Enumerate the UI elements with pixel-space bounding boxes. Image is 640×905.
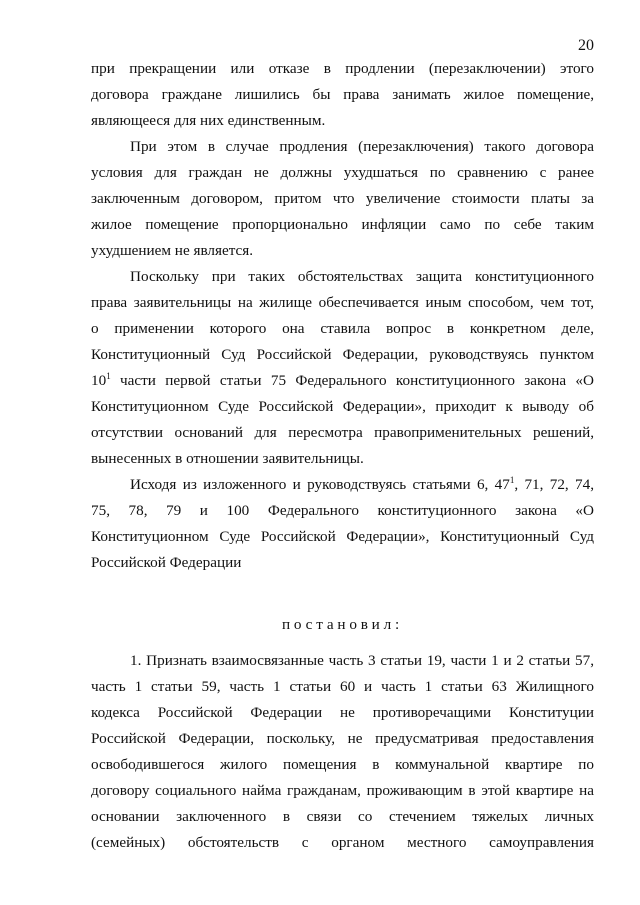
text-fragment: Исходя из изложенного и руководствуясь статьями 6, 47 [130, 476, 510, 493]
text-line: условия для граждан не должны ухудшаться по сравнению с ранее [91, 164, 594, 181]
text-line: являющееся для них единственным. [91, 112, 326, 129]
text-fragment: , 71, 72, 74, [514, 476, 595, 493]
text-line: Конституционном Суде Российской Федерации», приходит к выводу об [91, 398, 594, 415]
text-line: заключенным договором, притом что увеличение стоимости платы за [91, 190, 594, 207]
superscript: 1 [509, 475, 515, 485]
text-line: о применении которого она ставила вопрос в конкретном деле, [91, 320, 594, 337]
text-line: 75, 78, 79 и 100 Федерального конституционного закона «О [91, 502, 594, 519]
document-body [91, 56, 594, 856]
text-line: при прекращении или отказе в продлении (перезаключении) этого [91, 60, 594, 77]
superscript: 1 [106, 371, 111, 381]
text-line: кодекса Российской Федерации не противоречащими Конституции [91, 704, 594, 721]
text-line: 1. Признать взаимосвязанные часть 3 статьи 19, части 1 и 2 статьи 57, [130, 652, 594, 669]
text-line: основании заключенного в связи со стечением тяжелых личных [91, 808, 594, 825]
text-line: Поскольку при таких обстоятельствах защита конституционного [130, 268, 594, 285]
text-line: освободившегося жилого помещения в коммунальной квартире по [91, 756, 594, 773]
paragraph-legal-basis [91, 472, 594, 576]
paragraph-continuation [91, 56, 594, 134]
text-line: Российской Федерации, поскольку, не предусматривая предоставления [91, 730, 594, 747]
text-line: часть 1 статьи 59, часть 1 статьи 60 и часть 1 статьи 63 Жилищного [91, 678, 594, 695]
text-fragment: части первой статьи 75 Федерального конституционного закона «О [110, 372, 594, 389]
resolution-heading: постановил: [281, 616, 404, 633]
text-line-with-superscript [91, 472, 594, 498]
text-line: При этом в случае продления (перезаключения) такого договора [130, 138, 594, 155]
spacer [91, 576, 594, 602]
text-line: вынесенных в отношении заявительницы. [91, 450, 364, 467]
paragraph-conclusion [91, 264, 594, 472]
text-line: жилое помещение пропорционально инфляции само по себе таким [91, 216, 594, 233]
text-line: договору социального найма гражданам, проживающим в этой квартире на [91, 782, 594, 799]
resolution-paragraph [91, 648, 594, 856]
text-line: отсутствии оснований для пересмотра правоприменительных решений, [91, 424, 594, 441]
text-line: Конституционный Суд Российской Федерации, руководствуясь пунктом [91, 346, 594, 363]
text-line: Конституционном Суде Российской Федерации», Конституционный Суд [91, 528, 594, 545]
text-fragment: 10 [91, 372, 107, 389]
page-number: 20 [578, 37, 594, 54]
text-line: права заявительницы на жилище обеспечивается иным способом, чем тот, [91, 294, 594, 311]
text-line: договора граждане лишились бы права занимать жилое помещение, [91, 86, 594, 103]
text-line: (семейных) обстоятельств с органом местного самоуправления [91, 834, 594, 851]
text-line: Российской Федерации [91, 554, 242, 571]
paragraph-renewal-conditions [91, 134, 594, 264]
text-line-with-superscript [91, 368, 594, 394]
text-line: ухудшением не является. [91, 242, 254, 259]
